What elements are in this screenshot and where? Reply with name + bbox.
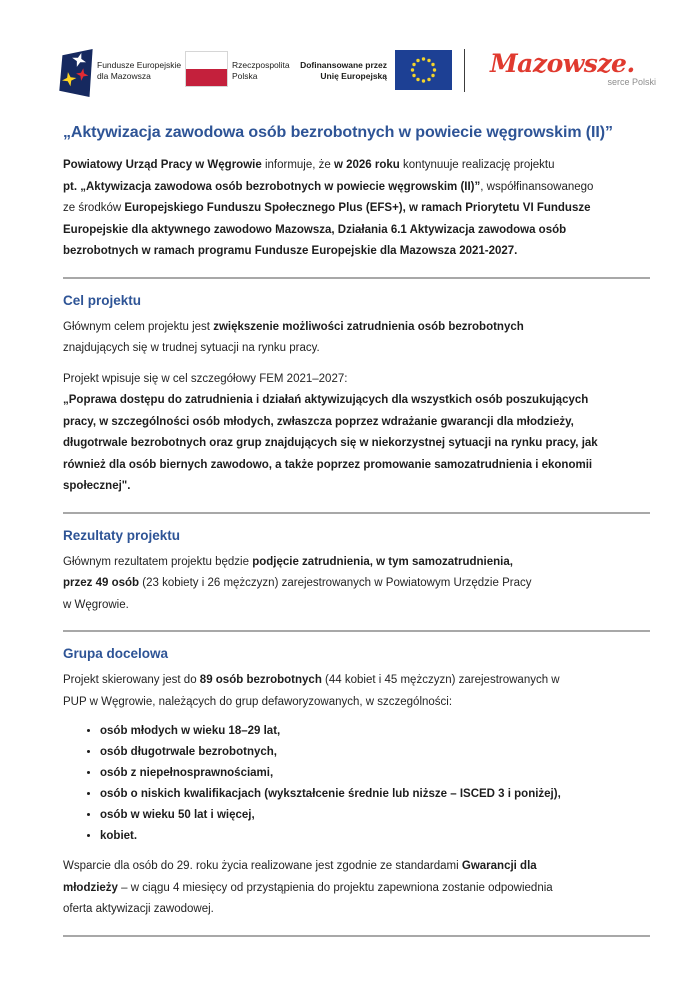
logo-divider bbox=[464, 49, 465, 92]
cel-paragraph-2: Projekt wpisuje się w cel szczegółowy FEM 2021–2027: „Poprawa dostępu do zatrudnienia i działań aktywizujących dla wszystkich osób poszukujących pracy, w szczególności osób młodych, zwłaszcza poprzez wdrażanie gwarancji dla młodzieży, długotrwale bezrobotnych oraz grup znajdujących się w niekorzystnej sytuacji na rynku pracy, jak również dla osób biernych zawodowo, a także poprzez promowanie samozatrudnienia i ekonomii społecznej". bbox=[63, 372, 598, 492]
section-cel-projektu bbox=[63, 293, 650, 498]
section-rezultaty-projektu bbox=[63, 528, 650, 617]
target-group-item: • osób z niepełnosprawnościami, bbox=[100, 763, 650, 784]
document-page bbox=[0, 46, 698, 937]
pl-label-line2: Polska bbox=[232, 71, 258, 81]
section-divider bbox=[63, 630, 650, 632]
section-heading-rezultaty: Rezultaty projektu bbox=[63, 527, 181, 543]
eu-funding-label bbox=[261, 60, 387, 82]
mazowsze-tagline: serce Polski bbox=[607, 77, 656, 87]
eu-label-line1: Dofinansowane przez bbox=[300, 60, 387, 70]
mazowsze-wordmark: Mazowsze. bbox=[490, 49, 635, 78]
target-group-item: • osób o niskich kwalifikacjach (wykształcenie średnie lub niższe – ISCED 3 i poniżej), bbox=[100, 784, 650, 805]
poland-flag-icon bbox=[185, 51, 228, 87]
target-group-list bbox=[63, 721, 650, 847]
fundusze-europejskie-flag-icon bbox=[59, 48, 95, 98]
section-divider bbox=[63, 277, 650, 279]
fundusze-europejskie-label bbox=[97, 60, 181, 82]
section-heading-cel: Cel projektu bbox=[63, 292, 142, 308]
section-grupa-docelowa bbox=[63, 646, 650, 921]
intro-paragraph: Powiatowy Urząd Pracy w Węgrowie informuje, że w 2026 roku kontynuuje realizację projektu pt. „Aktywizacja zawodowa osób bezrobotnych w powiecie węgrowskim (II)”, współfinansowanego ze środków Europejskiego Funduszu Społecznego Plus (EFS+), w ramach Priorytetu VI Fundusze Europejskie dla aktywnego zawodowo Mazowsza, Działania 6.1 Aktywizacja zawodowa osób bezrobotnych w ramach programu Fundusze Europejskie dla Mazowsza 2021-2027. bbox=[63, 159, 594, 257]
fe-label-line2: dla Mazowsza bbox=[97, 71, 151, 81]
section-heading-grupa: Grupa docelowa bbox=[63, 646, 169, 661]
target-group-item: • osób w wieku 50 lat i więcej, bbox=[100, 805, 650, 826]
section-divider bbox=[63, 512, 650, 514]
mazowsze-logo bbox=[490, 49, 660, 87]
pl-label-line1: Rzeczpospolita bbox=[232, 60, 290, 70]
cel-paragraph-1: Głównym celem projektu jest zwiększenie możliwości zatrudnienia osób bezrobotnych znajdujących się w trudnej sytuacji na rynku pracy. bbox=[63, 320, 524, 354]
target-group-item: • kobiet. bbox=[100, 826, 650, 847]
grupa-paragraph: Projekt skierowany jest do 89 osób bezrobotnych (44 kobiet i 45 mężczyzn) zarejestrowanych w PUP w Węgrowie, należących do grup defaworyzowanych, w szczególności: bbox=[63, 674, 560, 708]
grupa-closing-paragraph: Wsparcie dla osób do 29. roku życia realizowane jest zgodnie ze standardami Gwarancji dla młodzieży – w ciągu 4 miesięcy od przystąpienia do projektu zapewniona zostanie odpowiednia oferta aktywizacji zawodowej. bbox=[63, 860, 553, 915]
eu-flag-icon bbox=[395, 50, 452, 90]
eu-label-line2: Unię Europejską bbox=[320, 71, 387, 81]
logo-strip bbox=[63, 46, 656, 104]
fe-label-line1: Fundusze Europejskie bbox=[97, 60, 182, 70]
section-divider bbox=[63, 935, 650, 937]
page-title: „Aktywizacja zawodowa osób bezrobotnych w powiecie węgrowskim (II)” bbox=[63, 124, 613, 141]
target-group-item: • osób długotrwale bezrobotnych, bbox=[100, 742, 650, 763]
target-group-item: • osób młodych w wieku 18–29 lat, bbox=[100, 721, 650, 742]
rezultaty-paragraph: Głównym rezultatem projektu będzie podjęcie zatrudnienia, w tym samozatrudnienia, przez 49 osób (23 kobiety i 26 mężczyzn) zarejestrowanych w Powiatowym Urzędzie Pracy w Węgrowie. bbox=[63, 555, 532, 611]
